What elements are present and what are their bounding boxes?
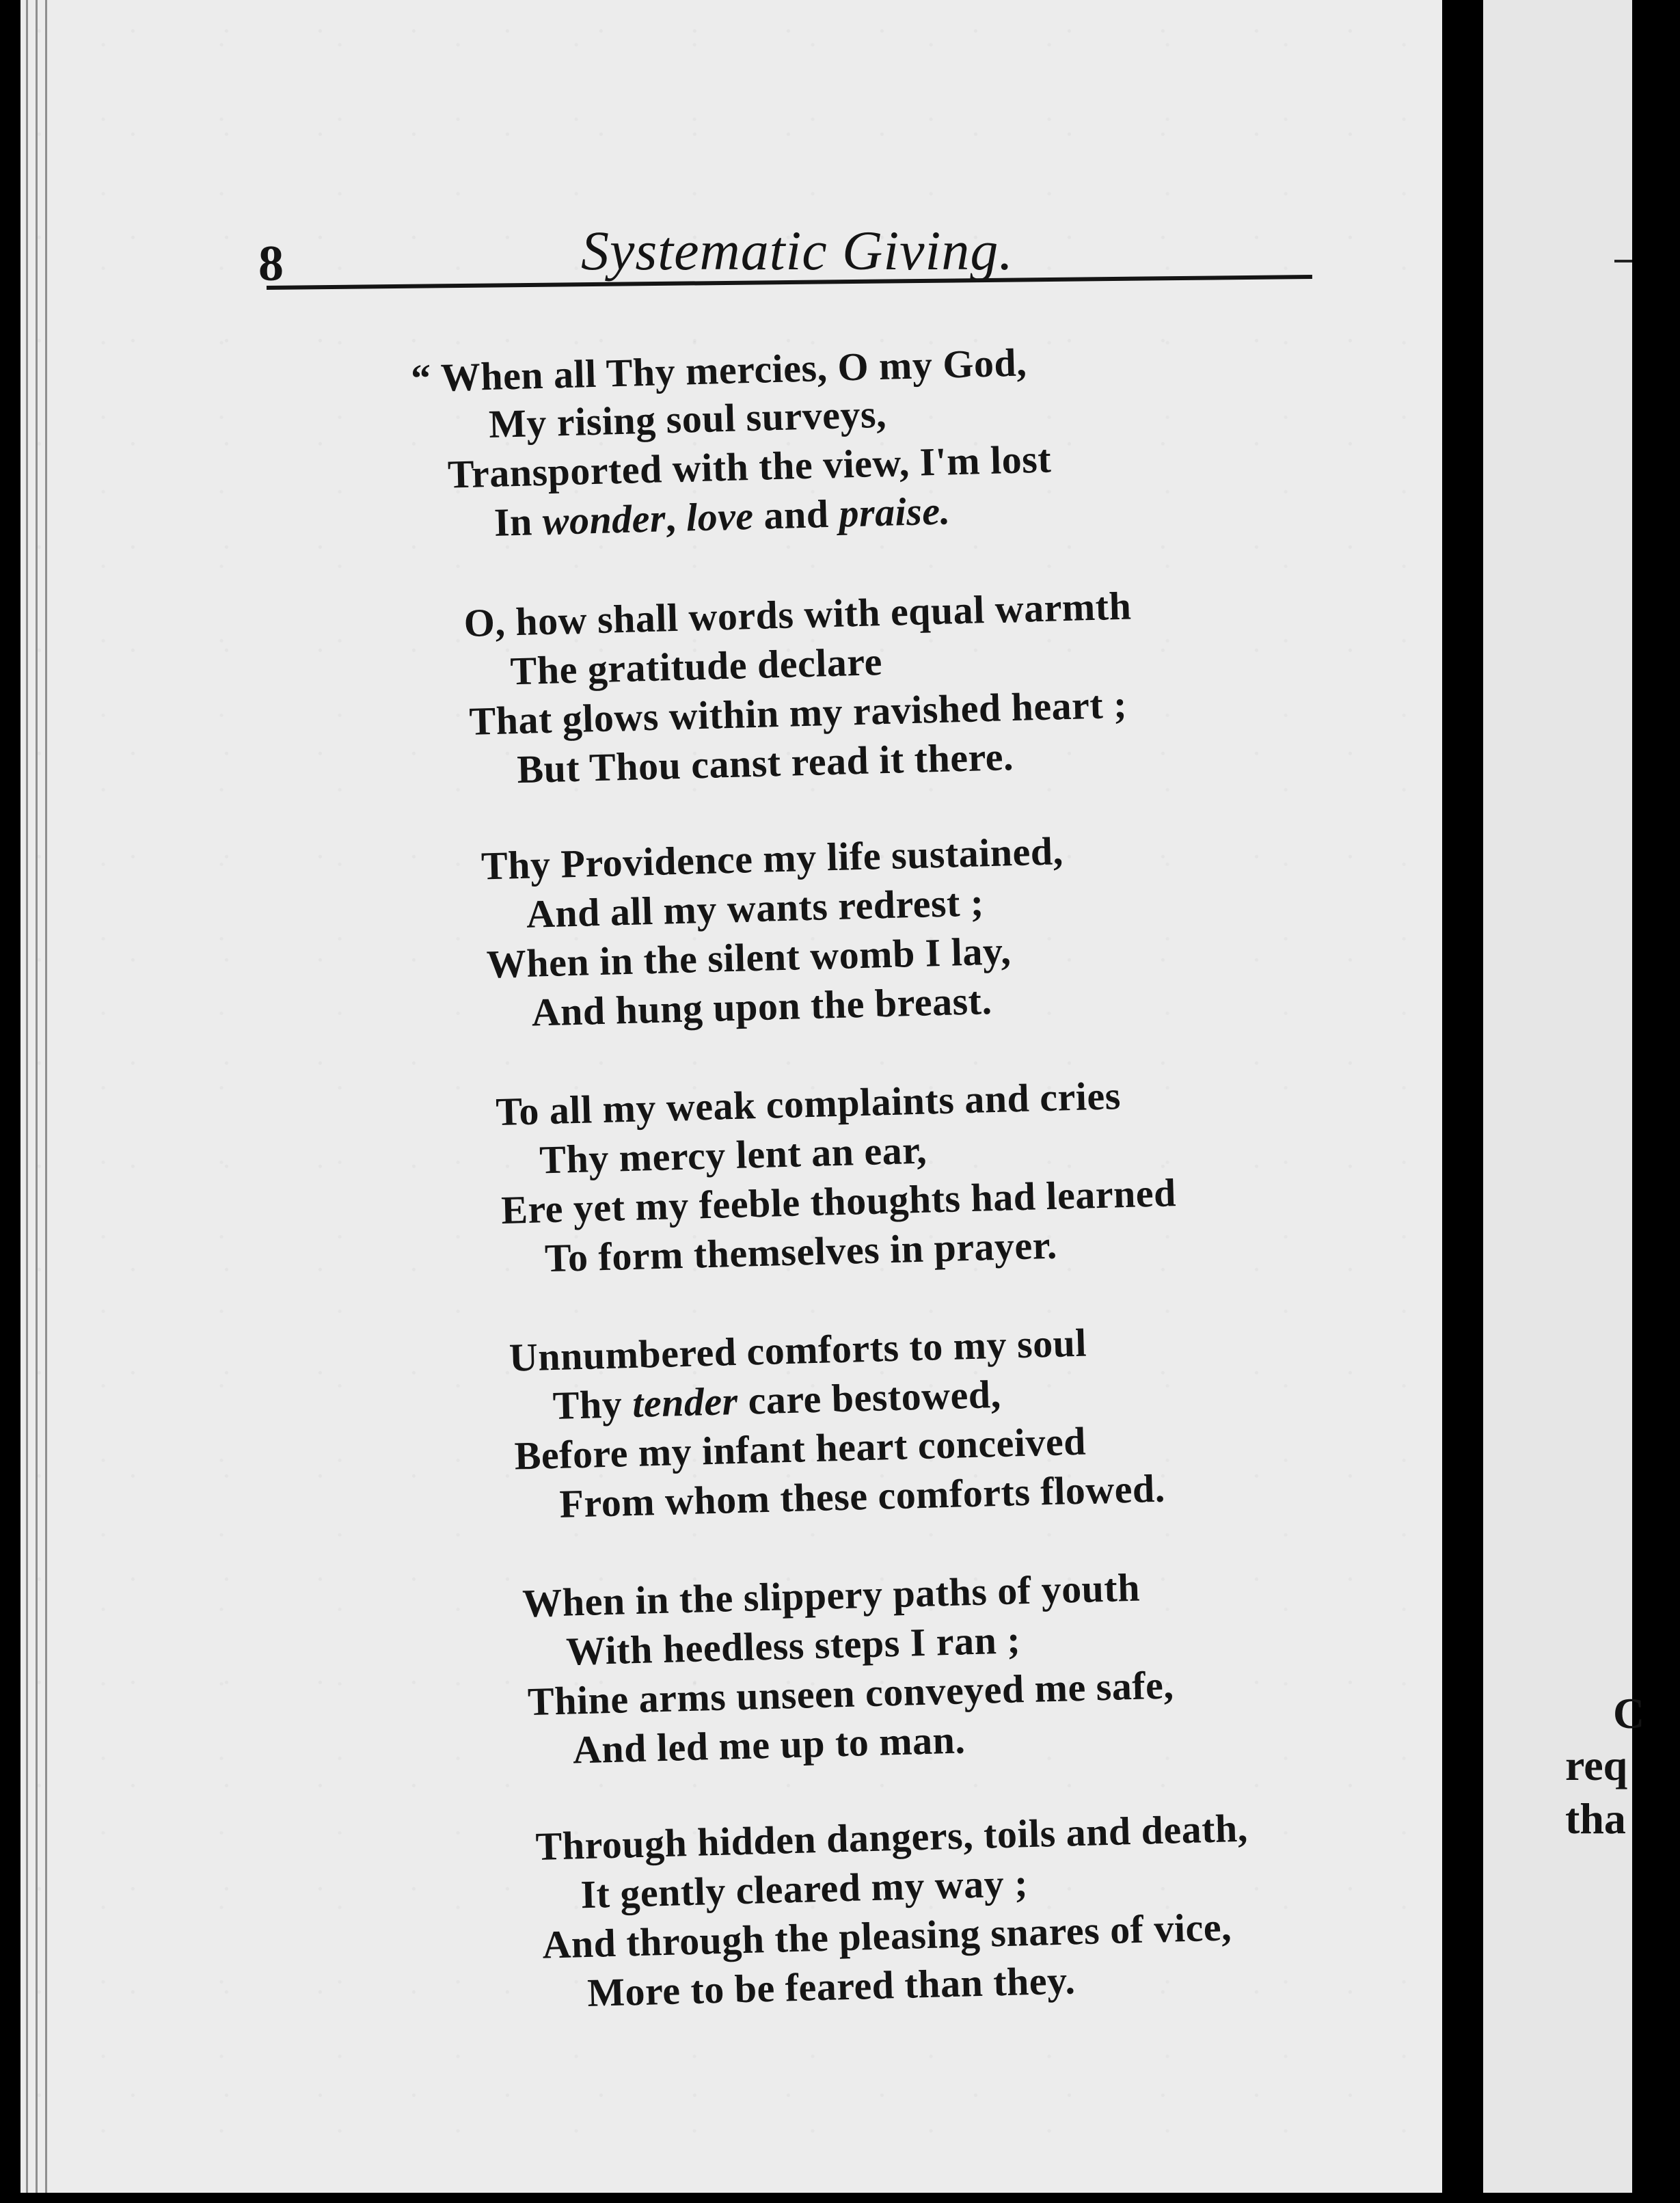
poem-line: With heedless steps I ran ; <box>565 1617 1021 1674</box>
poem-line: O, how shall words with equal warmth <box>463 583 1133 646</box>
poem-line: From whom these comforts flowed. <box>558 1465 1166 1526</box>
facing-page-fragment: tha <box>1565 1794 1626 1843</box>
facing-page-fragment: req <box>1565 1741 1628 1789</box>
poem-line: And hung upon the breast. <box>530 978 993 1035</box>
poem-line: To form themselves in prayer. <box>544 1222 1058 1281</box>
poem-line: Before my infant heart conceived <box>513 1418 1087 1478</box>
poem-line: In wonder, love and praise. <box>493 488 951 545</box>
poem-line: Thine arms unseen conveyed me safe, <box>527 1662 1175 1725</box>
poem-line: When in the silent womb I lay, <box>486 928 1012 987</box>
page-number: 8 <box>258 236 284 292</box>
poem-line: “ When all Thy mercies, O my God, <box>410 340 1028 401</box>
poem-line: To all my weak complaints and cries <box>495 1073 1122 1135</box>
poem-line: Thy Providence my life sustained, <box>480 828 1064 889</box>
poem-line: The gratitude declare <box>509 639 883 694</box>
poem-line: Ere yet my feeble thoughts had learned <box>500 1170 1177 1232</box>
poem-line: Unnumbered comforts to my soul <box>509 1320 1087 1380</box>
poem-line: That glows within my ravished heart ; <box>468 681 1128 744</box>
poem-line: And all my wants redrest ; <box>526 880 985 936</box>
poem-line: And led me up to man. <box>572 1717 966 1772</box>
poem-line: My rising soul surveys, <box>488 391 887 447</box>
poem-line: Transported with the view, I'm lost <box>447 436 1052 497</box>
poem-line: Thy tender care bestowed, <box>552 1371 1002 1429</box>
facing-page-rule <box>1614 260 1632 262</box>
facing-page <box>1483 0 1632 2193</box>
poem-line: It gently cleared my way ; <box>580 1861 1029 1917</box>
poem-line: But Thou canst read it there. <box>516 734 1014 792</box>
poem-line: More to be feared than they. <box>586 1958 1076 2016</box>
poem-line: Thy mercy lent an ear, <box>539 1127 927 1182</box>
running-title: Systematic Giving. <box>581 219 1014 282</box>
poem-line: Through hidden dangers, toils and death, <box>534 1805 1249 1869</box>
facing-page-fragment: C <box>1613 1689 1645 1738</box>
poem-line: When in the slippery paths of youth <box>521 1565 1141 1626</box>
poem-line: And through the pleasing snares of vice, <box>541 1904 1232 1967</box>
